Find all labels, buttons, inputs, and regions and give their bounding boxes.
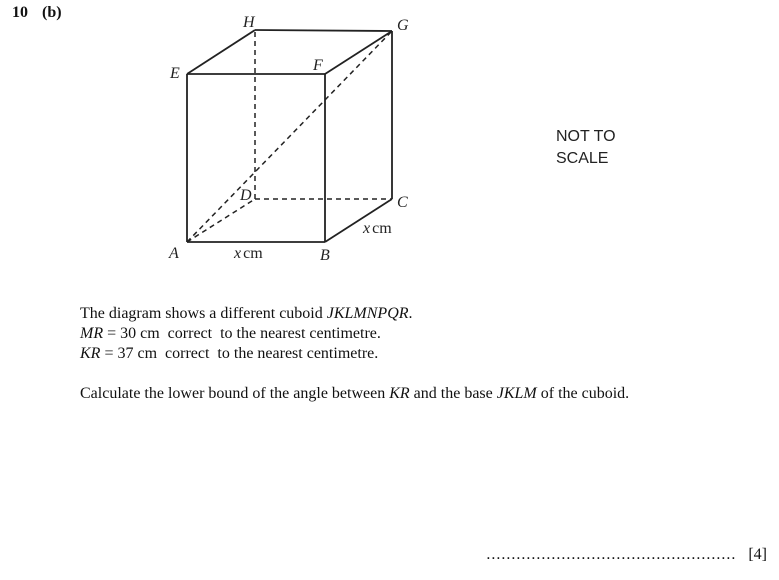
vertex-label-b: B	[320, 247, 330, 264]
diagonal-ag	[187, 31, 392, 242]
edge-hg	[255, 30, 392, 31]
vertex-label-e: E	[170, 65, 180, 82]
question-number-value: 10	[12, 4, 28, 21]
vertex-label-h: H	[243, 14, 255, 31]
vertex-label-c: C	[397, 194, 408, 211]
not-to-scale-line1: NOT TO	[556, 128, 616, 145]
marks-label: [4]	[748, 546, 767, 563]
answer-dots[interactable]: ..................................................	[486, 546, 737, 563]
edge-eh	[187, 30, 255, 74]
question-task: Calculate the lower bound of the angle between KR and the base JKLM of the cuboid.	[80, 385, 630, 402]
edge-ad-hidden	[187, 199, 255, 242]
vertex-label-g: G	[397, 17, 409, 34]
dimension-label-bc: x cm	[363, 220, 392, 237]
statement-line-1: The diagram shows a different cuboid JKLMNPQR.	[80, 305, 413, 322]
question-part: (b)	[42, 4, 62, 21]
question-statement	[80, 304, 413, 364]
vertex-label-a: A	[169, 245, 179, 262]
vertex-label-d: D	[240, 187, 252, 204]
not-to-scale-note	[556, 126, 616, 170]
answer-line[interactable]	[486, 546, 767, 564]
vertex-label-f: F	[313, 57, 323, 74]
statement-line-3: KR = 37 cm correct to the nearest centimetre.	[80, 345, 379, 362]
edge-gf	[325, 31, 392, 74]
dimension-label-ab: x cm	[234, 245, 263, 262]
not-to-scale-line2: SCALE	[556, 150, 609, 167]
statement-line-2: MR = 30 cm correct to the nearest centimetre.	[80, 325, 381, 342]
